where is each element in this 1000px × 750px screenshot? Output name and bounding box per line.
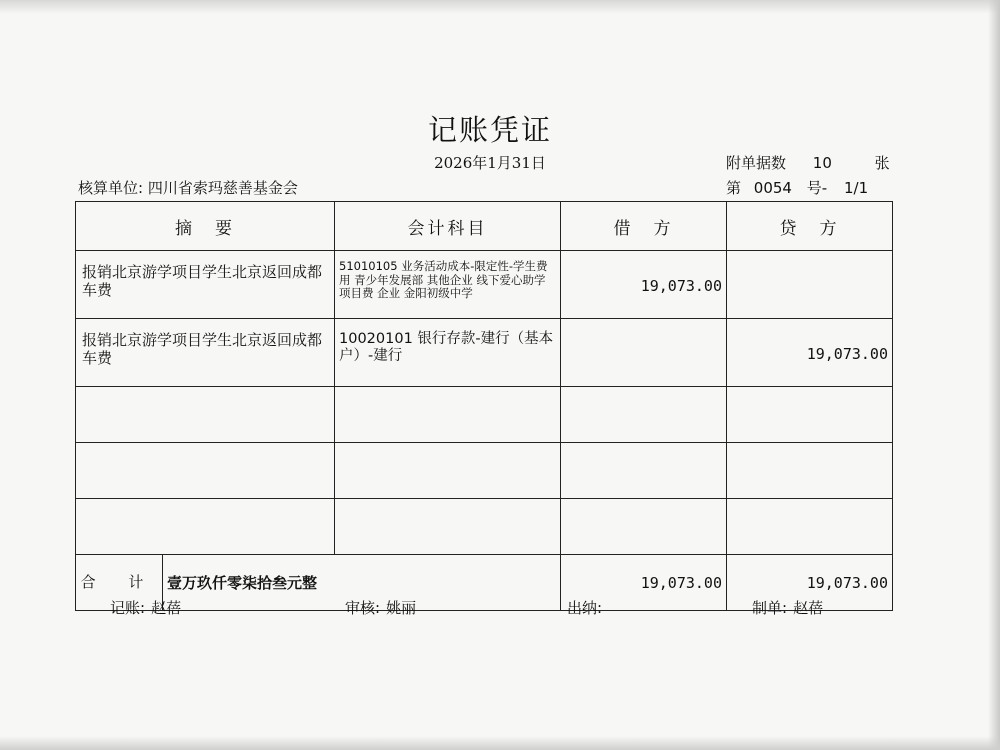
row-account: 51010105 业务活动成本-限定性-学生费用 青少年发展部 其他企业 线下爱心助学 项目费 企业 金阳初级中学 — [335, 251, 561, 319]
empty-cell — [335, 499, 561, 555]
row-debit — [561, 319, 727, 387]
empty-cell — [727, 443, 893, 499]
empty-cell — [76, 499, 335, 555]
bookkeeper — [110, 597, 181, 618]
cashier-label: 出纳: — [567, 599, 603, 617]
table-row-empty — [76, 387, 893, 443]
voucher-number-suffix: 号- — [806, 179, 828, 197]
attachments-label: 附单据数 — [726, 154, 787, 172]
empty-cell — [76, 443, 335, 499]
preparer-label: 制单: — [752, 599, 788, 617]
attachments-count: 10 — [812, 154, 832, 172]
total-label: 合 计 — [76, 555, 163, 610]
voucher-number-prefix: 第 — [726, 179, 742, 197]
voucher-number-value: 0054 — [753, 179, 792, 197]
voucher-title: 记账凭证 — [427, 113, 552, 147]
row-summary: 报销北京游学项目学生北京返回成都车费 — [76, 251, 335, 319]
scan-edge-right — [988, 0, 1000, 750]
accounting-unit-name: 四川省索玛慈善基金会 — [147, 179, 298, 197]
reviewer-name: 姚丽 — [386, 599, 417, 617]
empty-cell — [76, 387, 335, 443]
table-row — [76, 319, 893, 387]
row-summary: 报销北京游学项目学生北京返回成都车费 — [76, 319, 335, 387]
reviewer — [345, 597, 416, 618]
accounting-unit-label: 核算单位: — [78, 179, 144, 197]
total-amount-in-words: 壹万玖仟零柒拾叁元整 — [167, 574, 318, 592]
header-summary: 摘 要 — [76, 202, 335, 251]
row-credit — [727, 319, 893, 387]
scan-edge-top — [0, 0, 1000, 14]
voucher-number — [726, 177, 868, 198]
scan-edge-bottom — [0, 736, 1000, 750]
header-credit: 贷 方 — [727, 202, 893, 251]
empty-cell — [561, 499, 727, 555]
empty-cell — [561, 387, 727, 443]
empty-cell — [727, 387, 893, 443]
total-credit: 19,073.00 — [727, 555, 893, 611]
header-debit: 借 方 — [561, 202, 727, 251]
row-account: 10020101 银行存款-建行（基本户）-建行 — [335, 319, 561, 387]
row-debit-value: 19,073.00 — [640, 276, 722, 295]
table-row-empty — [76, 443, 893, 499]
cashier — [567, 597, 608, 618]
table-row-empty — [76, 499, 893, 555]
table-header-row — [76, 202, 893, 251]
voucher-page: 1/1 — [843, 179, 869, 197]
row-credit-value: 19,073.00 — [806, 344, 888, 363]
header-account: 会计科目 — [335, 202, 561, 251]
voucher-date: 2026年1月31日 — [434, 154, 546, 172]
row-debit — [561, 251, 727, 319]
row-credit — [727, 251, 893, 319]
bookkeeper-label: 记账: — [110, 599, 146, 617]
bookkeeper-name: 赵蓓 — [151, 599, 182, 617]
voucher-table — [75, 201, 893, 611]
preparer — [752, 597, 823, 618]
preparer-name: 赵蓓 — [793, 599, 824, 617]
empty-cell — [335, 443, 561, 499]
table-row — [76, 251, 893, 319]
accounting-unit — [78, 177, 298, 198]
attachments-info — [726, 152, 890, 173]
empty-cell — [561, 443, 727, 499]
total-debit: 19,073.00 — [561, 555, 727, 611]
empty-cell — [727, 499, 893, 555]
empty-cell — [335, 387, 561, 443]
reviewer-label: 审核: — [345, 599, 381, 617]
attachments-unit: 张 — [874, 154, 890, 172]
